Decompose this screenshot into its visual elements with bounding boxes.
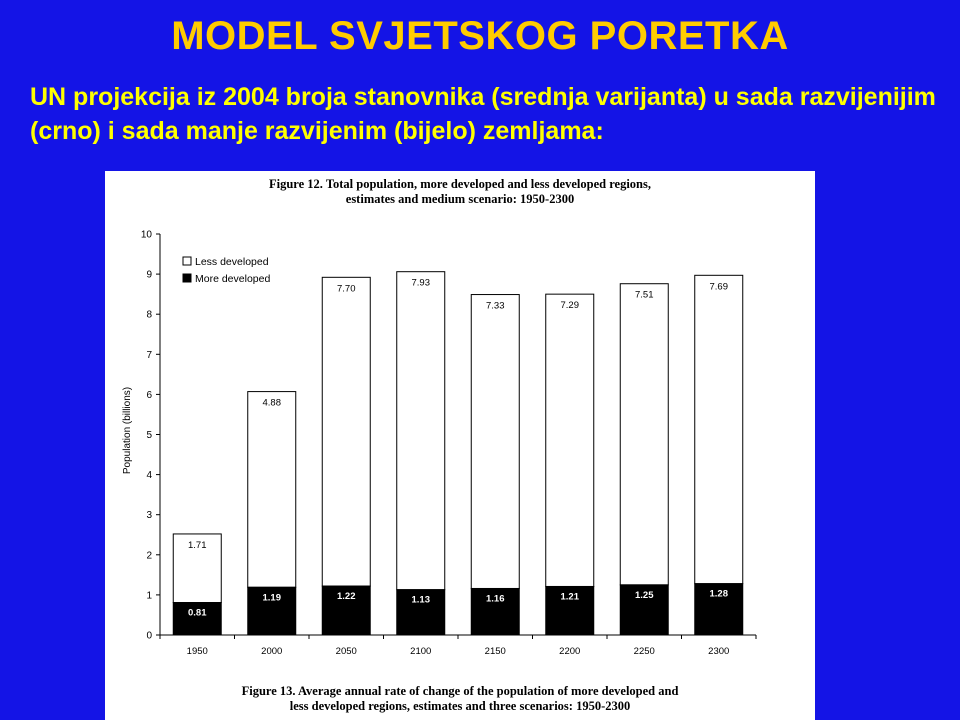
data-label-less-developed: 7.93 <box>411 277 430 289</box>
x-category-label: 2200 <box>559 646 581 657</box>
x-category-label: 2050 <box>335 646 357 657</box>
y-tick-label: 3 <box>146 510 152 522</box>
legend-swatch-more-developed <box>183 274 191 282</box>
data-label-more-developed: 1.21 <box>560 591 579 603</box>
slide-subtitle: UN projekcija iz 2004 broja stanovnika (srednja varijanta) u sada razvijenijim (crno) i sada manje razvijenim (bijelo) zemljama: <box>30 83 936 145</box>
data-label-less-developed: 7.70 <box>337 283 356 295</box>
bar-less-developed <box>322 277 370 586</box>
bar-less-developed <box>695 275 743 583</box>
y-tick-label: 6 <box>146 389 152 401</box>
data-label-more-developed: 1.22 <box>337 591 356 603</box>
y-tick-label: 2 <box>146 550 152 562</box>
data-label-more-developed: 0.81 <box>188 607 207 619</box>
bar-less-developed <box>397 272 445 590</box>
x-category-label: 2100 <box>410 646 432 657</box>
data-label-less-developed: 4.88 <box>262 397 281 409</box>
data-label-less-developed: 7.51 <box>635 289 654 301</box>
y-tick-label: 0 <box>146 630 152 642</box>
figure-13-caption-line1: Figure 13. Average annual rate of change of the population of more developed and <box>241 684 679 698</box>
bar-less-developed <box>546 294 594 586</box>
data-label-more-developed: 1.25 <box>635 589 654 601</box>
figure-12-caption-line1: Figure 12. Total population, more developed and less developed regions, <box>269 177 651 191</box>
figure-12-caption-line2: estimates and medium scenario: 1950-2300 <box>345 192 575 206</box>
bar-less-developed <box>620 284 668 585</box>
figure-panel <box>105 171 815 720</box>
data-label-more-developed: 1.28 <box>709 588 728 600</box>
y-tick-label: 10 <box>140 229 152 241</box>
data-label-less-developed: 7.29 <box>560 300 579 312</box>
population-bar-chart <box>105 171 815 720</box>
x-category-label: 1950 <box>186 646 208 657</box>
legend-swatch-less-developed <box>183 257 191 265</box>
bar-less-developed <box>248 392 296 588</box>
x-category-label: 2000 <box>261 646 283 657</box>
data-label-more-developed: 1.19 <box>262 592 281 604</box>
x-category-label: 2300 <box>708 646 730 657</box>
y-tick-label: 1 <box>146 590 152 602</box>
y-tick-label: 4 <box>146 470 152 482</box>
y-tick-label: 8 <box>146 309 152 321</box>
legend-label-less-developed: Less developed <box>195 256 269 268</box>
y-axis-label: Population (billions) <box>122 386 133 475</box>
data-label-more-developed: 1.13 <box>411 594 430 606</box>
data-label-less-developed: 7.33 <box>486 300 505 312</box>
data-label-less-developed: 1.71 <box>188 539 207 551</box>
y-tick-label: 5 <box>146 430 152 441</box>
y-tick-label: 7 <box>146 349 152 361</box>
y-tick-label: 9 <box>146 269 152 281</box>
x-category-label: 2150 <box>484 646 506 657</box>
data-label-more-developed: 1.16 <box>486 593 505 605</box>
slide-title: MODEL SVJETSKOG PORETKA <box>171 14 789 58</box>
bar-less-developed <box>471 295 519 589</box>
figure-13-caption-line2: less developed regions, estimates and three scenarios: 1950-2300 <box>289 699 631 713</box>
legend-label-more-developed: More developed <box>195 273 271 285</box>
x-category-label: 2250 <box>633 646 655 657</box>
data-label-less-developed: 7.69 <box>709 281 728 293</box>
